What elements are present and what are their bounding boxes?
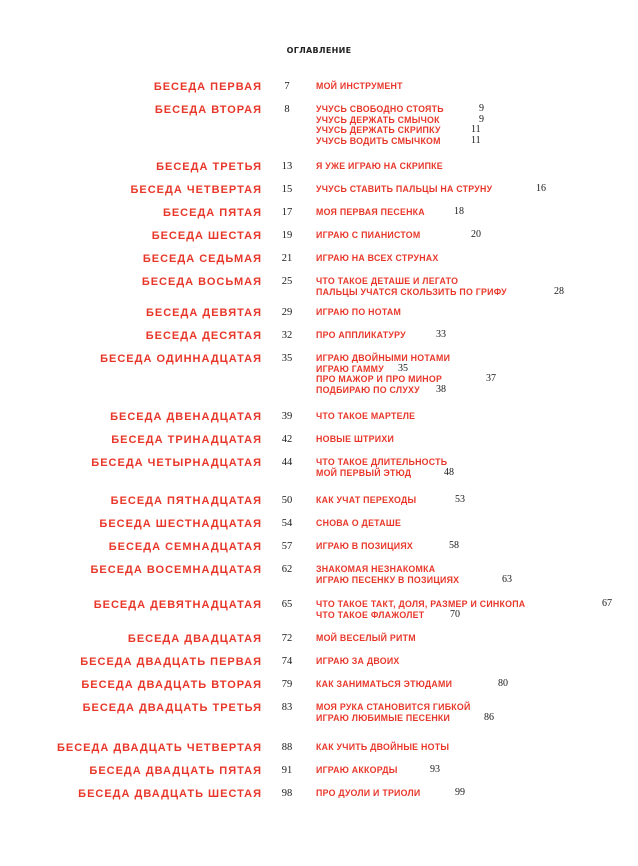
lesson-page-number: 39 bbox=[281, 411, 293, 422]
lesson-page-number: 15 bbox=[281, 184, 293, 195]
topic-list bbox=[316, 352, 496, 395]
topic-item bbox=[316, 456, 447, 467]
lesson-page-number: 88 bbox=[281, 742, 293, 753]
topic-list bbox=[316, 632, 416, 643]
topic-title: МОЙ ПЕРВЫЙ ЭТЮД bbox=[316, 467, 412, 478]
topic-item bbox=[316, 285, 564, 297]
topic-title: ИГРАЮ АККОРДЫ bbox=[316, 765, 398, 775]
topic-item bbox=[316, 678, 508, 689]
topic-list bbox=[316, 275, 564, 297]
topic-title: ЗНАКОМАЯ НЕЗНАКОМКА bbox=[316, 564, 436, 574]
topic-title: ПРО ДУОЛИ И ТРИОЛИ bbox=[316, 788, 421, 798]
topic-item bbox=[316, 494, 465, 505]
topic-list bbox=[316, 433, 394, 444]
topic-list bbox=[316, 252, 439, 263]
topic-list bbox=[316, 229, 481, 240]
topic-page-number: 9 bbox=[479, 113, 484, 125]
topic-item bbox=[316, 113, 484, 125]
topic-item bbox=[316, 363, 450, 374]
topic-title: ЧТО ТАКОЕ МАРТЕЛЕ bbox=[316, 411, 416, 421]
topic-item bbox=[316, 701, 471, 712]
topic-item bbox=[316, 711, 494, 723]
lesson-title: БЕСЕДА ВОСЬМАЯ bbox=[141, 276, 262, 288]
lesson-title: БЕСЕДА ЧЕТЫРНАДЦАТАЯ bbox=[91, 457, 262, 469]
topic-title: ЧТО ТАКОЕ ДЕТАШЕ И ЛЕГАТО bbox=[316, 276, 459, 286]
lesson-title: БЕСЕДА ШЕСТНАДЦАТАЯ bbox=[99, 518, 262, 530]
topic-item bbox=[316, 609, 525, 620]
topic-item bbox=[316, 252, 439, 263]
lesson-page-number: 79 bbox=[281, 679, 293, 690]
lesson-page-number: 65 bbox=[281, 599, 293, 610]
topic-item bbox=[316, 103, 484, 114]
topic-title: ИГРАЮ НА ВСЕХ СТРУНАХ bbox=[316, 253, 439, 263]
topic-list bbox=[316, 183, 546, 194]
lesson-page-number: 83 bbox=[281, 702, 293, 713]
topic-list bbox=[316, 741, 449, 752]
topic-item bbox=[316, 275, 507, 286]
lesson-title: БЕСЕДА ДВАДЦАТАЯ bbox=[127, 633, 262, 645]
topic-list bbox=[316, 160, 443, 171]
topic-title: КАК ЗАНИМАТЬСЯ ЭТЮДАМИ bbox=[316, 679, 453, 689]
lesson-page-number: 74 bbox=[281, 656, 293, 667]
topic-page-number: 18 bbox=[454, 206, 464, 217]
topic-title: ИГРАЮ В ПОЗИЦИЯХ bbox=[316, 541, 414, 551]
topic-title: ИГРАЮ ГАММУ bbox=[316, 363, 384, 374]
topic-list bbox=[316, 103, 484, 146]
topic-page-number: 53 bbox=[455, 494, 465, 505]
topic-title: УЧУСЬ ВОДИТЬ СМЫЧКОМ bbox=[316, 135, 441, 146]
topic-list bbox=[316, 494, 465, 505]
topic-item bbox=[316, 655, 400, 666]
topic-title: ИГРАЮ ЛЮБИМЫЕ ПЕСЕНКИ bbox=[316, 712, 451, 723]
topic-page-number: 16 bbox=[536, 183, 546, 194]
lesson-title: БЕСЕДА ПЕРВАЯ bbox=[153, 81, 262, 93]
topic-item bbox=[316, 134, 481, 146]
topic-title: МОЯ РУКА СТАНОВИТСЯ ГИБКОЙ bbox=[316, 702, 471, 712]
lesson-page-number: 98 bbox=[281, 788, 293, 799]
topic-page-number: 20 bbox=[471, 229, 481, 240]
topic-item bbox=[316, 160, 443, 171]
topic-page-number: 93 bbox=[430, 764, 440, 775]
topic-page-number: 80 bbox=[498, 678, 508, 689]
topic-title: Я УЖЕ ИГРАЮ НА СКРИПКЕ bbox=[316, 161, 443, 171]
topic-item bbox=[316, 764, 440, 775]
topic-list bbox=[316, 206, 464, 217]
topic-list bbox=[316, 787, 465, 798]
topic-item bbox=[316, 80, 403, 91]
topic-title: ПОДБИРАЮ ПО СЛУХУ bbox=[316, 384, 420, 395]
topic-item bbox=[316, 306, 401, 317]
page-title: ОГЛАВЛЕНИЕ bbox=[286, 46, 352, 55]
topic-item bbox=[316, 206, 464, 217]
topic-item bbox=[316, 787, 465, 798]
lesson-page-number: 19 bbox=[281, 230, 293, 241]
lesson-page-number: 29 bbox=[281, 307, 293, 318]
topic-page-number: 11 bbox=[471, 124, 481, 135]
topic-list bbox=[316, 598, 612, 620]
topic-title: ЧТО ТАКОЕ ФЛАЖОЛЕТ bbox=[316, 609, 425, 620]
lesson-title: БЕСЕДА ДВАДЦАТЬ ШЕСТАЯ bbox=[78, 788, 262, 800]
topic-item bbox=[316, 384, 450, 395]
topic-list bbox=[316, 80, 403, 91]
lesson-page-number: 21 bbox=[281, 253, 293, 264]
lesson-title: БЕСЕДА СЕДЬМАЯ bbox=[142, 253, 262, 265]
topic-list bbox=[316, 517, 401, 528]
topic-item bbox=[316, 466, 454, 478]
lesson-title: БЕСЕДА ТРИНАДЦАТАЯ bbox=[111, 434, 262, 446]
topic-item bbox=[316, 563, 459, 574]
lesson-title: БЕСЕДА ШЕСТАЯ bbox=[151, 230, 262, 242]
lesson-page-number: 57 bbox=[281, 541, 293, 552]
topic-page-number: 37 bbox=[486, 373, 496, 384]
lesson-page-number: 25 bbox=[281, 276, 293, 287]
lesson-title: БЕСЕДА ДВАДЦАТЬ ЧЕТВЕРТАЯ bbox=[56, 742, 262, 754]
topic-title: МОЯ ПЕРВАЯ ПЕСЕНКА bbox=[316, 207, 425, 217]
topic-item bbox=[316, 517, 401, 528]
lesson-page-number: 44 bbox=[281, 457, 293, 468]
lesson-title: БЕСЕДА ЧЕТВЕРТАЯ bbox=[130, 184, 262, 196]
lesson-title: БЕСЕДА ДВАДЦАТЬ ВТОРАЯ bbox=[81, 679, 262, 691]
topic-title: ПРО МАЖОР И ПРО МИНОР bbox=[316, 374, 443, 384]
topic-page-number: 28 bbox=[554, 285, 564, 297]
lesson-title: БЕСЕДА ДВАДЦАТЬ ПЕРВАЯ bbox=[80, 656, 262, 668]
lesson-title: БЕСЕДА ВТОРАЯ bbox=[154, 104, 262, 116]
lesson-title: БЕСЕДА ДВЕНАДЦАТАЯ bbox=[110, 411, 262, 423]
lesson-page-number: 32 bbox=[281, 330, 293, 341]
lesson-title: БЕСЕДА ДЕСЯТАЯ bbox=[145, 330, 262, 342]
lesson-page-number: 50 bbox=[281, 495, 293, 506]
topic-title: ИГРАЮ ЗА ДВОИХ bbox=[316, 656, 400, 666]
lesson-title: БЕСЕДА ДЕВЯТАЯ bbox=[146, 307, 262, 319]
topic-item bbox=[316, 229, 481, 240]
topic-item bbox=[316, 598, 612, 609]
topic-list bbox=[316, 563, 512, 585]
topic-title: МОЙ ВЕСЕЛЫЙ РИТМ bbox=[316, 633, 416, 643]
topic-list bbox=[316, 678, 508, 689]
topic-item bbox=[316, 124, 481, 135]
topic-title: КАК УЧАТ ПЕРЕХОДЫ bbox=[316, 495, 417, 505]
topic-page-number: 9 bbox=[479, 103, 484, 114]
topic-title: ПАЛЬЦЫ УЧАТСЯ СКОЛЬЗИТЬ ПО ГРИФУ bbox=[316, 286, 507, 297]
topic-title: МОЙ ИНСТРУМЕНТ bbox=[316, 81, 403, 91]
topic-title: ПРО АППЛИКАТУРУ bbox=[316, 330, 406, 340]
topic-item bbox=[316, 433, 394, 444]
topic-list bbox=[316, 701, 494, 723]
topic-title: ИГРАЮ С ПИАНИСТОМ bbox=[316, 230, 421, 240]
topic-item bbox=[316, 632, 416, 643]
lesson-title: БЕСЕДА ПЯТАЯ bbox=[162, 207, 262, 219]
lesson-title: БЕСЕДА ТРЕТЬЯ bbox=[156, 161, 262, 173]
topic-page-number: 67 bbox=[602, 598, 612, 609]
lesson-page-number: 17 bbox=[281, 207, 293, 218]
topic-title: ЧТО ТАКОЕ ТАКТ, ДОЛЯ, РАЗМЕР И СИНКОПА bbox=[316, 599, 526, 609]
lesson-title: БЕСЕДА ДВАДЦАТЬ ПЯТАЯ bbox=[89, 765, 262, 777]
topic-title: УЧУСЬ СТАВИТЬ ПАЛЬЦЫ НА СТРУНУ bbox=[316, 184, 493, 194]
topic-item bbox=[316, 540, 459, 551]
topic-list bbox=[316, 655, 400, 666]
topic-page-number: 86 bbox=[484, 711, 494, 723]
lesson-page-number: 72 bbox=[281, 633, 293, 644]
topic-list bbox=[316, 410, 415, 421]
lesson-page-number: 91 bbox=[281, 765, 293, 776]
topic-page-number: 63 bbox=[502, 573, 512, 585]
topic-item bbox=[316, 352, 450, 363]
topic-item bbox=[316, 183, 546, 194]
topic-title: УЧУСЬ ДЕРЖАТЬ СМЫЧОК bbox=[316, 114, 440, 125]
lesson-title: БЕСЕДА СЕМНАДЦАТАЯ bbox=[108, 541, 262, 553]
lesson-page-number: 42 bbox=[281, 434, 293, 445]
lesson-title: БЕСЕДА ВОСЕМНАДЦАТАЯ bbox=[90, 564, 262, 576]
topic-item bbox=[316, 373, 496, 384]
topic-item bbox=[316, 741, 449, 752]
topic-page-number: 70 bbox=[450, 608, 460, 620]
topic-page-number: 58 bbox=[449, 540, 459, 551]
topic-title: СНОВА О ДЕТАШЕ bbox=[316, 518, 402, 528]
topic-list bbox=[316, 456, 454, 478]
lesson-page-number: 7 bbox=[284, 81, 290, 92]
topic-page-number: 35 bbox=[398, 362, 408, 374]
topic-title: ИГРАЮ ПО НОТАМ bbox=[316, 307, 402, 317]
topic-title: ИГРАЮ ДВОЙНЫМИ НОТАМИ bbox=[316, 353, 451, 363]
topic-page-number: 33 bbox=[436, 329, 446, 340]
lesson-page-number: 13 bbox=[281, 161, 293, 172]
topic-title: УЧУСЬ ДЕРЖАТЬ СКРИПКУ bbox=[316, 125, 441, 135]
topic-list bbox=[316, 540, 459, 551]
topic-title: НОВЫЕ ШТРИХИ bbox=[316, 434, 395, 444]
lesson-page-number: 54 bbox=[281, 518, 293, 529]
lesson-page-number: 8 bbox=[284, 104, 290, 115]
lesson-title: БЕСЕДА ОДИННАДЦАТАЯ bbox=[100, 353, 262, 365]
topic-title: ИГРАЮ ПЕСЕНКУ В ПОЗИЦИЯХ bbox=[316, 574, 460, 585]
topic-title: УЧУСЬ СВОБОДНО СТОЯТЬ bbox=[316, 104, 444, 114]
topic-list bbox=[316, 329, 446, 340]
lesson-page-number: 35 bbox=[281, 353, 293, 364]
lesson-title: БЕСЕДА ДВАДЦАТЬ ТРЕТЬЯ bbox=[82, 702, 262, 714]
topic-page-number: 48 bbox=[444, 466, 454, 478]
topic-list bbox=[316, 306, 401, 317]
lesson-page-number: 62 bbox=[281, 564, 293, 575]
lesson-title: БЕСЕДА ПЯТНАДЦАТАЯ bbox=[110, 495, 262, 507]
topic-item bbox=[316, 329, 446, 340]
topic-page-number: 11 bbox=[471, 134, 481, 146]
lesson-title: БЕСЕДА ДЕВЯТНАДЦАТАЯ bbox=[93, 599, 262, 611]
topic-page-number: 99 bbox=[455, 787, 465, 798]
topic-list bbox=[316, 764, 440, 775]
topic-page-number: 38 bbox=[436, 383, 446, 395]
topic-item bbox=[316, 410, 415, 421]
topic-item bbox=[316, 573, 512, 585]
topic-title: КАК УЧИТЬ ДВОЙНЫЕ НОТЫ bbox=[316, 742, 450, 752]
topic-title: ЧТО ТАКОЕ ДЛИТЕЛЬНОСТЬ bbox=[316, 457, 448, 467]
